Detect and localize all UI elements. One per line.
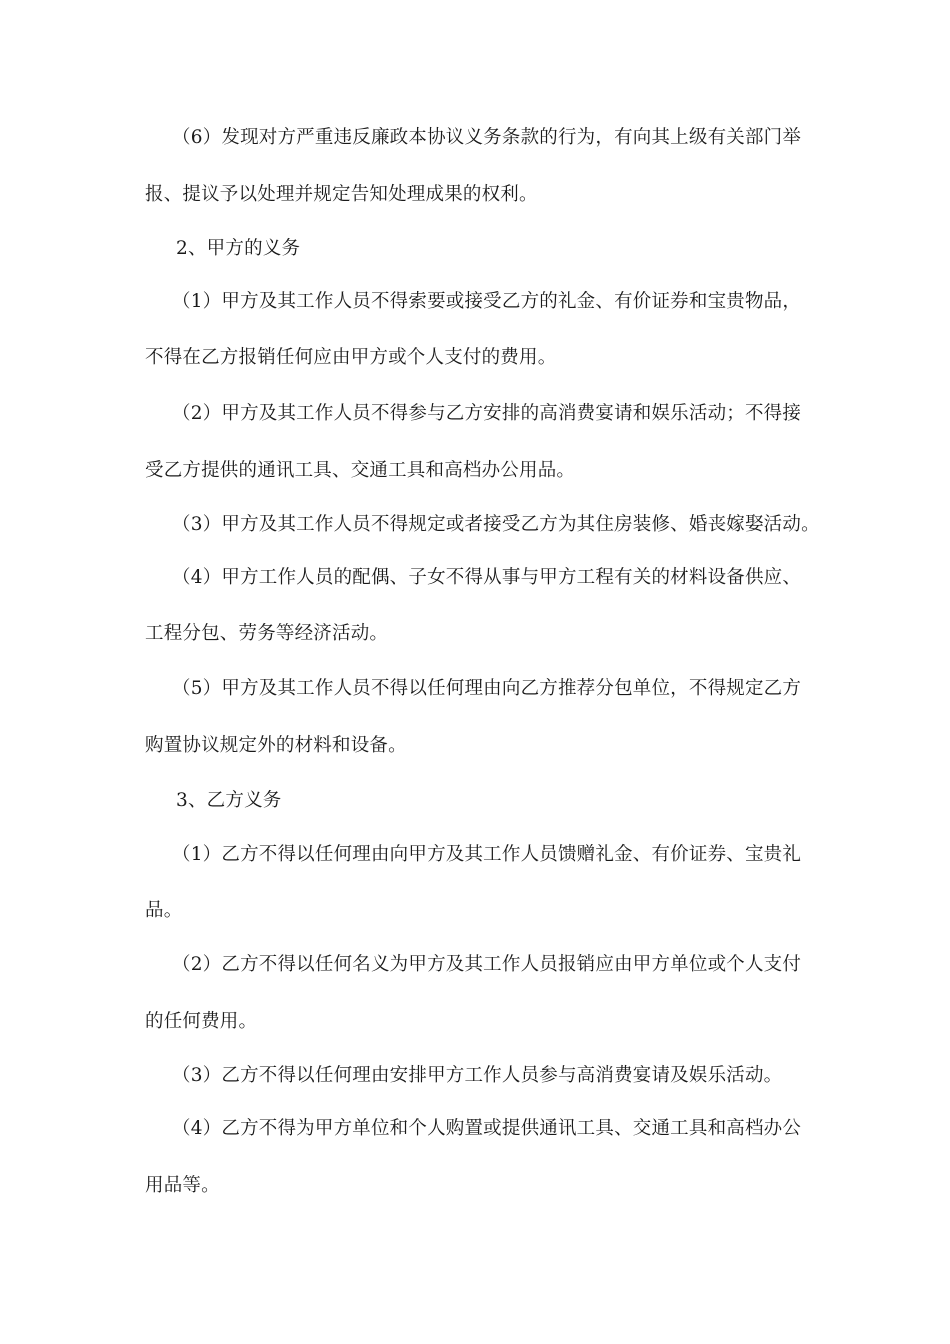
paragraph-line: （5）甲方及其工作人员不得以任何理由向乙方推荐分包单位，不得规定乙方 — [172, 678, 802, 699]
paragraph-line: 购置协议规定外的材料和设备。 — [145, 735, 407, 756]
paragraph-line: （3）乙方不得以任何理由安排甲方工作人员参与高消费宴请及娱乐活动。 — [172, 1065, 783, 1086]
paragraph-line: 品。 — [145, 900, 183, 921]
paragraph-line: 不得在乙方报销任何应由甲方或个人支付的费用。 — [145, 347, 557, 368]
paragraph-line: 用品等。 — [145, 1175, 220, 1196]
paragraph-line: （1）甲方及其工作人员不得索要或接受乙方的礼金、有价证券和宝贵物品， — [172, 291, 802, 312]
paragraph-line: 工程分包、劳务等经济活动。 — [145, 623, 389, 644]
paragraph-line: （4）甲方工作人员的配偶、子女不得从事与甲方工程有关的材料设备供应、 — [172, 567, 802, 588]
paragraph-line: （2）甲方及其工作人员不得参与乙方安排的高消费宴请和娱乐活动；不得接 — [172, 403, 802, 424]
paragraph-line: （2）乙方不得以任何名义为甲方及其工作人员报销应由甲方单位或个人支付 — [172, 954, 802, 975]
paragraph-line: （3）甲方及其工作人员不得规定或者接受乙方为其住房装修、婚丧嫁娶活动。 — [172, 514, 820, 535]
section-heading: 2、甲方的义务 — [176, 238, 301, 259]
paragraph-line: （1）乙方不得以任何理由向甲方及其工作人员馈赠礼金、有价证券、宝贵礼 — [172, 844, 802, 865]
paragraph-line: （6）发现对方严重违反廉政本协议义务条款的行为，有向其上级有关部门举 — [172, 127, 802, 148]
paragraph-line: 受乙方提供的通讯工具、交通工具和高档办公用品。 — [145, 460, 576, 481]
paragraph-line: 的任何费用。 — [145, 1011, 258, 1032]
section-heading: 3、乙方义务 — [176, 790, 282, 811]
paragraph-line: （4）乙方不得为甲方单位和个人购置或提供通讯工具、交通工具和高档办公 — [172, 1118, 802, 1139]
paragraph-line: 报、提议予以处理并规定告知处理成果的权利。 — [145, 184, 538, 205]
